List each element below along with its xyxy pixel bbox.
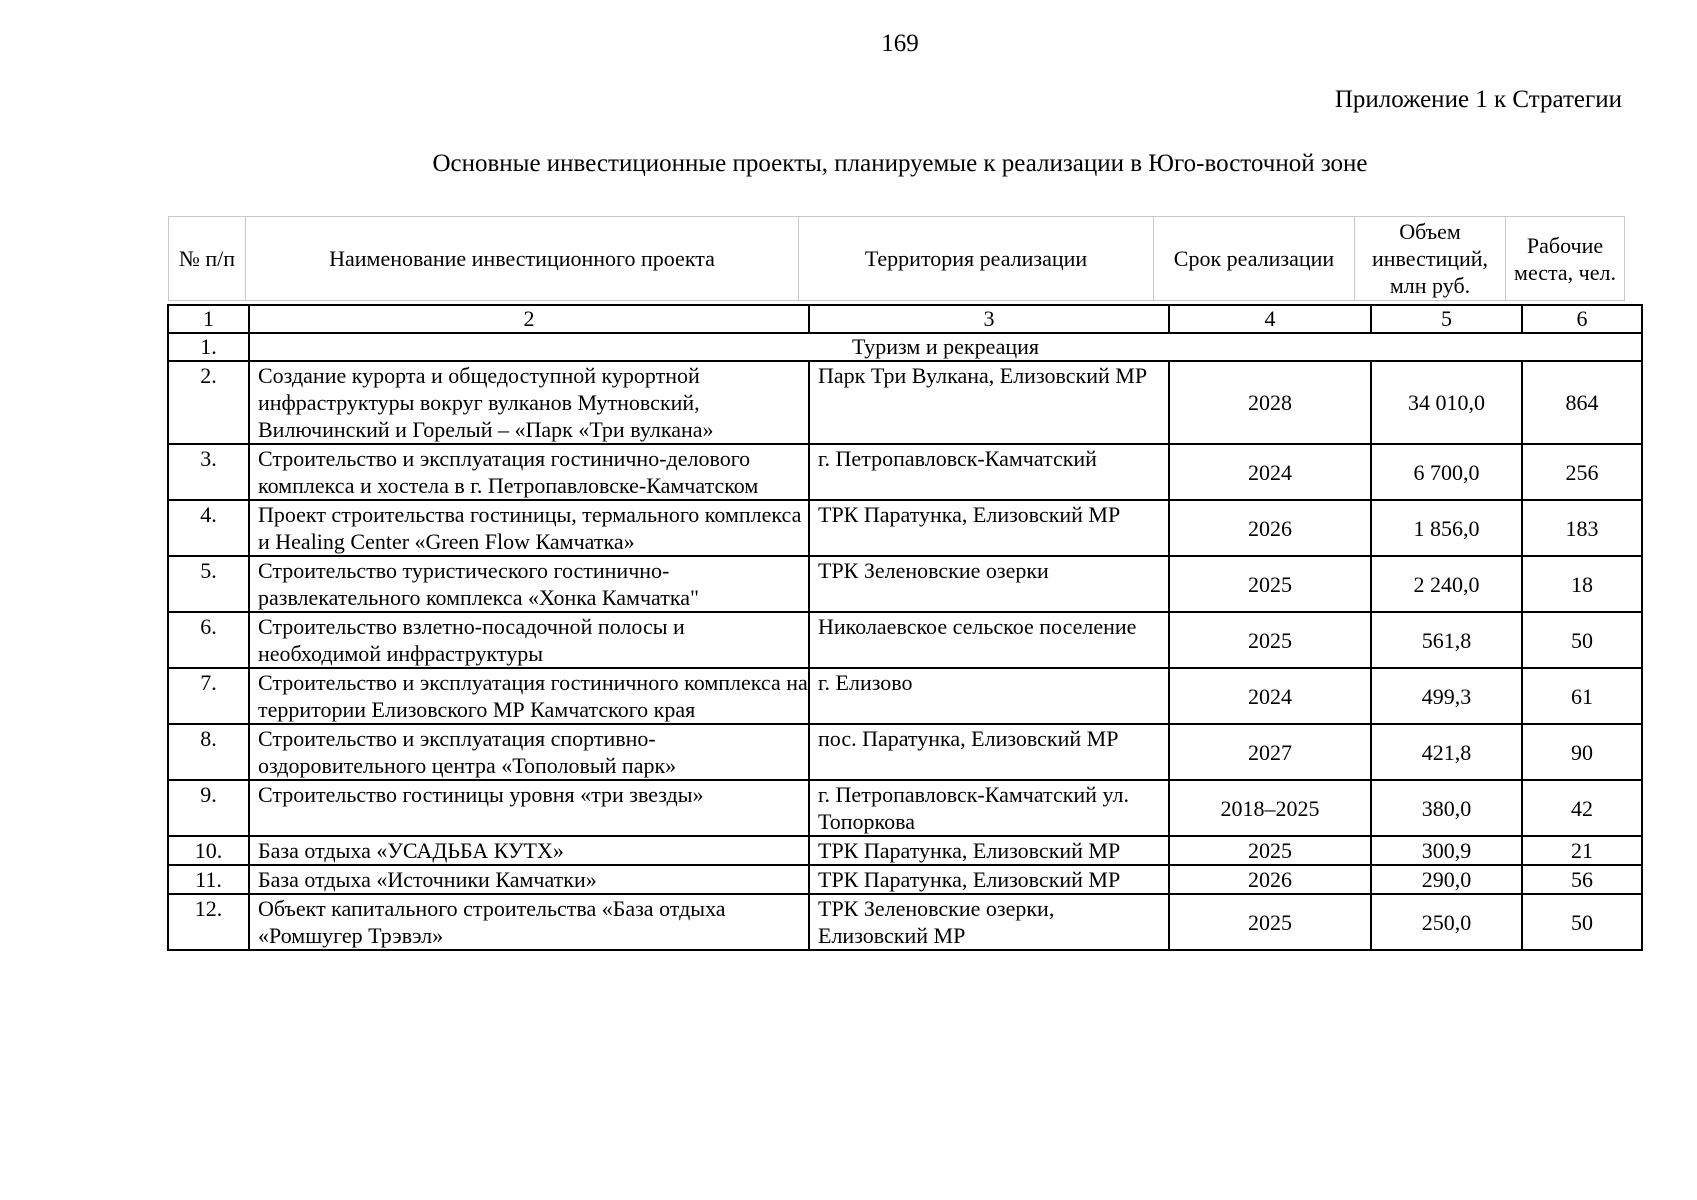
row-number: 3.	[168, 444, 249, 500]
project-investment: 2 240,0	[1371, 556, 1522, 612]
column-number: 1	[168, 305, 249, 333]
header-col-name: Наименование инвестиционного проекта	[246, 217, 799, 301]
column-number: 4	[1169, 305, 1371, 333]
project-territory: Парк Три Вулкана, Елизовский МР	[809, 361, 1169, 444]
project-territory: г. Петропавловск-Камчатский ул. Топоркова	[809, 780, 1169, 836]
row-number: 7.	[168, 668, 249, 724]
project-jobs: 864	[1522, 361, 1642, 444]
table-header	[168, 216, 1625, 301]
project-investment: 34 010,0	[1371, 361, 1522, 444]
row-number: 6.	[168, 612, 249, 668]
document-title: Основные инвестиционные проекты, планируемые к реализации в Юго-восточной зоне	[432, 150, 1368, 177]
table-row	[168, 361, 1642, 444]
table-row	[168, 444, 1642, 500]
project-name: Строительство и эксплуатация гостинично-делового комплекса и хостела в г. Петропавловске-Камчатском	[249, 444, 809, 500]
project-jobs: 18	[1522, 556, 1642, 612]
project-jobs: 183	[1522, 500, 1642, 556]
row-number: 2.	[168, 361, 249, 444]
project-name: Строительство туристического гостинично-развлекательного комплекса «Хонка Камчатка"	[249, 556, 809, 612]
project-name: Строительство и эксплуатация спортивно-оздоровительного центра «Тополовый парк»	[249, 724, 809, 780]
project-jobs: 50	[1522, 612, 1642, 668]
project-name: Строительство гостиницы уровня «три звезды»	[249, 780, 809, 836]
project-name: Строительство и эксплуатация гостиничного комплекса на территории Елизовского МР Камчатского края	[249, 668, 809, 724]
project-name: База отдыха «УСАДЬБА КУТХ»	[249, 836, 809, 865]
project-term: 2018–2025	[1169, 780, 1371, 836]
table-row	[168, 836, 1642, 865]
project-term: 2027	[1169, 724, 1371, 780]
project-territory: пос. Паратунка, Елизовский МР	[809, 724, 1169, 780]
section-number: 1.	[168, 333, 249, 361]
row-number: 4.	[168, 500, 249, 556]
column-number: 5	[1371, 305, 1522, 333]
row-number: 9.	[168, 780, 249, 836]
project-investment: 380,0	[1371, 780, 1522, 836]
projects-table	[167, 304, 1643, 951]
project-territory: ТРК Паратунка, Елизовский МР	[809, 500, 1169, 556]
project-investment: 1 856,0	[1371, 500, 1522, 556]
project-investment: 250,0	[1371, 894, 1522, 950]
project-investment: 6 700,0	[1371, 444, 1522, 500]
project-jobs: 42	[1522, 780, 1642, 836]
project-term: 2028	[1169, 361, 1371, 444]
project-territory: ТРК Паратунка, Елизовский МР	[809, 836, 1169, 865]
project-name: Строительство взлетно-посадочной полосы и необходимой инфраструктуры	[249, 612, 809, 668]
project-territory: Николаевское сельское поселение	[809, 612, 1169, 668]
project-investment: 499,3	[1371, 668, 1522, 724]
project-term: 2025	[1169, 612, 1371, 668]
column-number: 3	[809, 305, 1169, 333]
row-number: 10.	[168, 836, 249, 865]
header-col-investment: Объем инвестиций, млн руб.	[1355, 217, 1506, 301]
header-col-jobs: Рабочие места, чел.	[1506, 217, 1625, 301]
header-col-term: Срок реализации	[1154, 217, 1355, 301]
project-name: База отдыха «Источники Камчатки»	[249, 865, 809, 894]
project-investment: 421,8	[1371, 724, 1522, 780]
row-number: 8.	[168, 724, 249, 780]
table-row	[168, 500, 1642, 556]
table-row	[168, 668, 1642, 724]
project-investment: 561,8	[1371, 612, 1522, 668]
project-investment: 290,0	[1371, 865, 1522, 894]
header-col-number: № п/п	[169, 217, 246, 301]
table-row	[168, 865, 1642, 894]
project-name: Проект строительства гостиницы, термального комплекса и Healing Center «Green Flow Камчатка»	[249, 500, 809, 556]
project-term: 2026	[1169, 500, 1371, 556]
row-number: 12.	[168, 894, 249, 950]
project-jobs: 50	[1522, 894, 1642, 950]
section-title: Туризм и рекреация	[249, 333, 1642, 361]
project-term: 2024	[1169, 668, 1371, 724]
project-jobs: 21	[1522, 836, 1642, 865]
table-row	[168, 556, 1642, 612]
project-term: 2025	[1169, 836, 1371, 865]
project-territory: ТРК Зеленовские озерки	[809, 556, 1169, 612]
column-number: 6	[1522, 305, 1642, 333]
project-jobs: 256	[1522, 444, 1642, 500]
header-col-territory: Территория реализации	[799, 217, 1154, 301]
project-investment: 300,9	[1371, 836, 1522, 865]
project-name: Создание курорта и общедоступной курортной инфраструктуры вокруг вулканов Мутновский, Вилючинский и Горелый – «Парк «Три вулкана»	[249, 361, 809, 444]
project-name: Объект капитального строительства «База отдыха «Ромшугер Трэвэл»	[249, 894, 809, 950]
table-row	[168, 612, 1642, 668]
project-territory: г. Елизово	[809, 668, 1169, 724]
project-term: 2024	[1169, 444, 1371, 500]
table-row	[168, 894, 1642, 950]
table-row	[168, 724, 1642, 780]
page-number: 169	[881, 30, 919, 57]
project-jobs: 61	[1522, 668, 1642, 724]
project-jobs: 56	[1522, 865, 1642, 894]
section-row	[168, 333, 1642, 361]
row-number: 11.	[168, 865, 249, 894]
table-row	[168, 780, 1642, 836]
row-number: 5.	[168, 556, 249, 612]
project-territory: г. Петропавловск-Камчатский	[809, 444, 1169, 500]
project-term: 2025	[1169, 894, 1371, 950]
column-number: 2	[249, 305, 809, 333]
column-numbers-row	[168, 305, 1642, 333]
project-territory: ТРК Паратунка, Елизовский МР	[809, 865, 1169, 894]
project-territory: ТРК Зеленовские озерки, Елизовский МР	[809, 894, 1169, 950]
project-jobs: 90	[1522, 724, 1642, 780]
project-term: 2026	[1169, 865, 1371, 894]
appendix-label: Приложение 1 к Стратегии	[1334, 86, 1622, 113]
project-term: 2025	[1169, 556, 1371, 612]
